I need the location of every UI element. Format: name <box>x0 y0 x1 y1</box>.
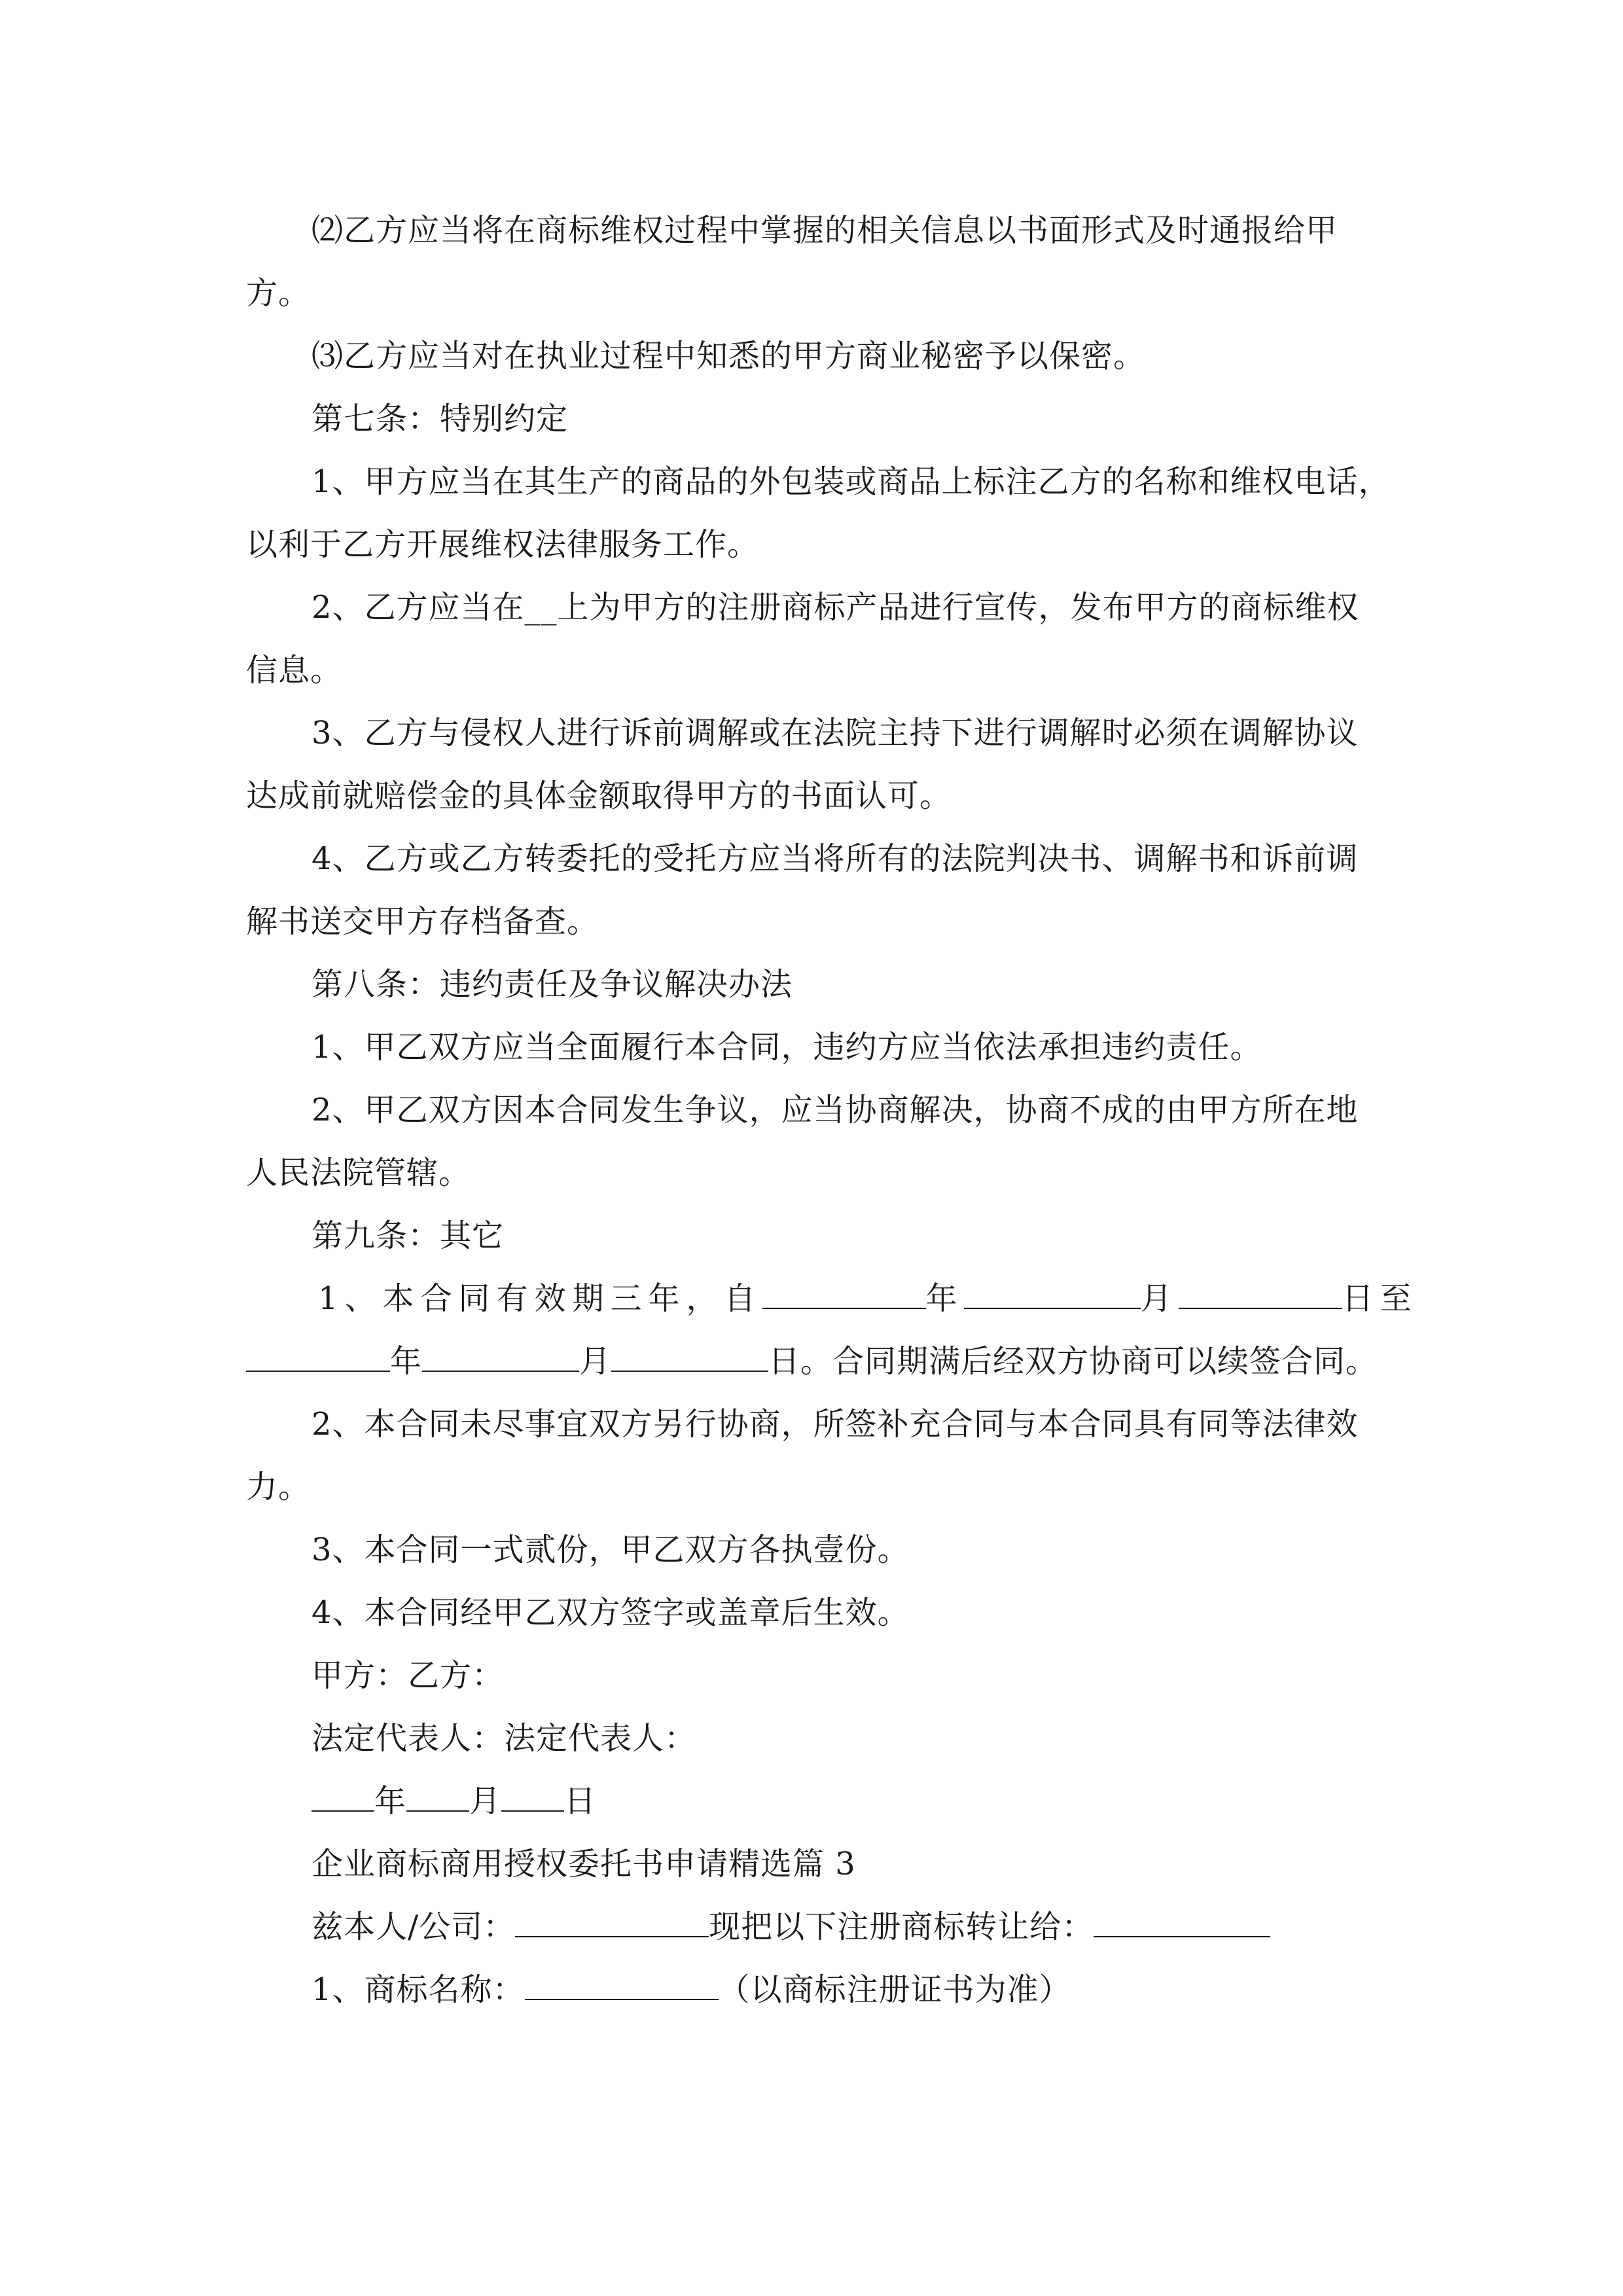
assignor-blank[interactable] <box>515 1907 709 1937</box>
article-9-title: 第九条：其它 <box>312 1217 505 1254</box>
trademark-name-blank[interactable] <box>525 1970 719 2000</box>
year-label: 年 <box>925 1280 964 1317</box>
trademark-name-note: （以商标注册证书为准） <box>718 1971 1071 2008</box>
assignee-blank[interactable] <box>1094 1907 1270 1937</box>
year-label: 年 <box>390 1343 423 1380</box>
article-7-item-4-line-1: 4、乙方或乙方转委托的受托方应当将所有的法院判决书、调解书和诉前调 <box>312 840 1359 877</box>
sign-month-blank[interactable] <box>406 1782 469 1812</box>
start-day-blank[interactable] <box>1179 1279 1342 1309</box>
article-9-item-3: 3、本合同一式贰份，甲乙双方各执壹份。 <box>312 1532 910 1568</box>
assignee-label: 现把以下注册商标转让给： <box>709 1909 1094 1945</box>
article-8-item-2-line-2: 人民法院管辖。 <box>246 1155 471 1191</box>
article-9-item-2-line-1: 2、本合同未尽事宜双方另行协商，所签补充合同与本合同具有同等法律效 <box>312 1406 1359 1443</box>
legal-representatives-line: 法定代表人：法定代表人： <box>312 1720 697 1757</box>
start-month-blank[interactable] <box>964 1279 1141 1309</box>
signature-date-line <box>312 1782 596 1821</box>
year-label: 年 <box>374 1783 407 1820</box>
day-to-label: 日至 <box>1342 1280 1418 1317</box>
trademark-name-line <box>312 1970 1071 2009</box>
day-label: 日 <box>564 1783 597 1820</box>
article-8-title: 第八条：违约责任及争议解决办法 <box>312 966 793 1003</box>
term-suffix: 日。合同期满后经双方协商可以续签合同。 <box>768 1343 1378 1380</box>
start-year-blank[interactable] <box>762 1279 926 1309</box>
article-8-item-2-line-1: 2、甲乙双方因本合同发生争议，应当协商解决，协商不成的由甲方所在地 <box>312 1092 1359 1128</box>
article-7-item-2-line-1: 2、乙方应当在__上为甲方的注册商标产品进行宣传，发布甲方的商标维权 <box>312 589 1359 626</box>
article-9-item-1-line-1 <box>318 1279 1418 1318</box>
article-9-item-1-line-2 <box>246 1342 1378 1381</box>
paragraph-2-line-2: 方。 <box>246 275 311 312</box>
term-prefix: 1、本合同有效期三年，自 <box>318 1280 762 1317</box>
end-year-blank[interactable] <box>246 1342 390 1372</box>
sign-day-blank[interactable] <box>501 1782 564 1812</box>
trademark-name-label: 1、商标名称： <box>312 1971 525 2008</box>
parties-line: 甲方：乙方： <box>312 1657 505 1694</box>
article-8-item-1: 1、甲乙双方应当全面履行本合同，违约方应当依法承担违约责任。 <box>312 1029 1262 1066</box>
paragraph-3: ⑶乙方应当对在执业过程中知悉的甲方商业秘密予以保密。 <box>312 338 1146 374</box>
paragraph-2-line-1: ⑵乙方应当将在商标维权过程中掌握的相关信息以书面形式及时通报给甲 <box>312 212 1338 249</box>
month-label: 月 <box>469 1783 502 1820</box>
assignment-line <box>312 1907 1270 1946</box>
article-7-item-1-line-1: 1、甲方应当在其生产的商品的外包装或商品上标注乙方的名称和维权电话， <box>312 463 1391 500</box>
article-9-item-4: 4、本合同经甲乙双方签字或盖章后生效。 <box>312 1594 910 1631</box>
article-7-item-1-line-2: 以利于乙方开展维权法律服务工作。 <box>246 526 760 563</box>
month-label: 月 <box>579 1343 612 1380</box>
section-3-title: 企业商标商用授权委托书申请精选篇 3 <box>312 1846 856 1882</box>
article-9-item-2-line-2: 力。 <box>246 1469 311 1505</box>
end-month-blank[interactable] <box>422 1342 579 1372</box>
article-7-title: 第七条：特别约定 <box>312 401 569 437</box>
article-7-item-4-line-2: 解书送交甲方存档备查。 <box>246 903 599 940</box>
assignor-label: 兹本人/公司： <box>312 1909 516 1945</box>
article-7-item-3-line-1: 3、乙方与侵权人进行诉前调解或在法院主持下进行调解时必须在调解协议 <box>312 715 1359 751</box>
article-7-item-2-line-2: 信息。 <box>246 652 343 689</box>
sign-year-blank[interactable] <box>312 1782 374 1812</box>
month-label: 月 <box>1140 1280 1179 1317</box>
end-day-blank[interactable] <box>611 1342 768 1372</box>
article-7-item-3-line-2: 达成前就赔偿金的具体金额取得甲方的书面认可。 <box>246 778 952 814</box>
